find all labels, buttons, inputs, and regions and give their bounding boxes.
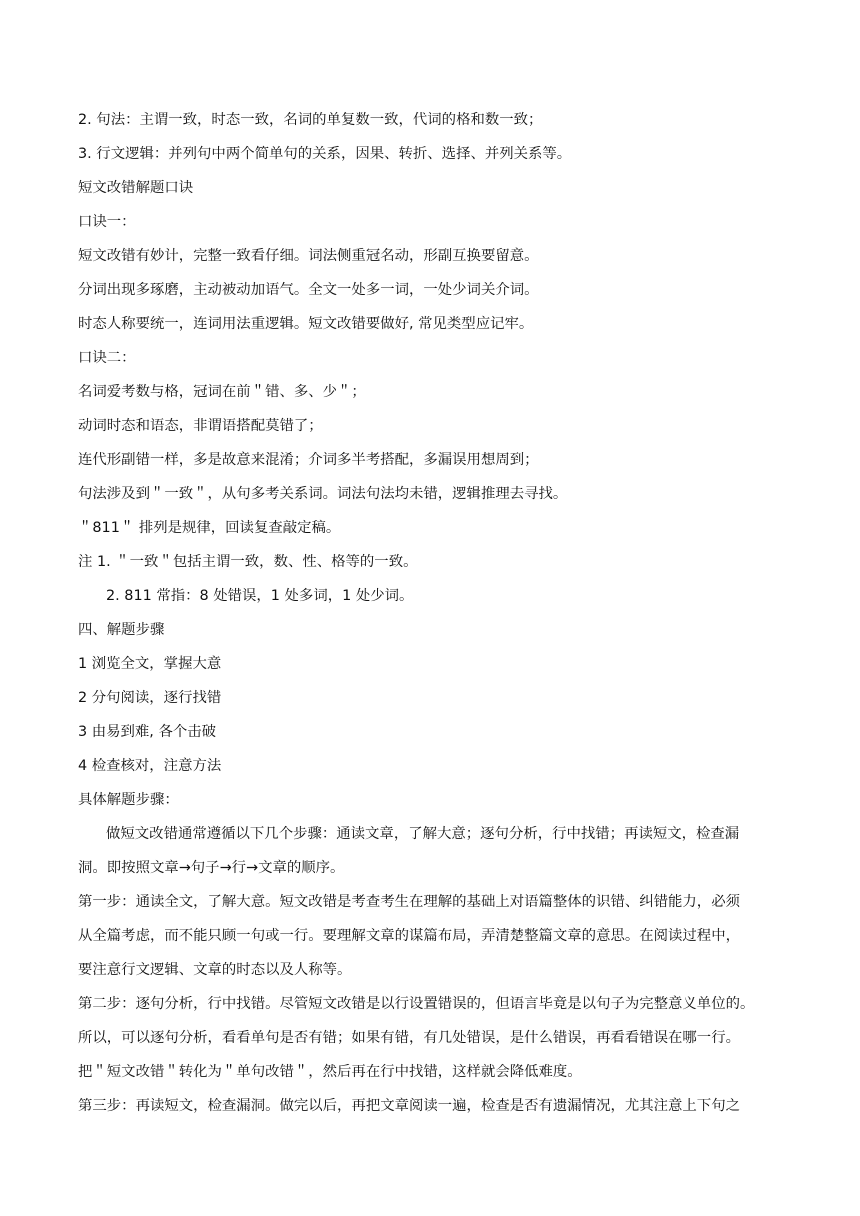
mnemonic-two-line-5: ＂811＂ 排列是规律，回读复查敲定稿。 bbox=[78, 520, 341, 536]
note-line-1: 注 1. ＂一致＂包括主谓一致，数、性、格等的一致。 bbox=[78, 554, 418, 570]
step-item-1: 1 浏览全文，掌握大意 bbox=[78, 656, 222, 672]
step-item-2: 2 分句阅读，逐行找错 bbox=[78, 690, 222, 706]
step-item-3: 3 由易到难, 各个击破 bbox=[78, 724, 217, 740]
mnemonic-two-label: 口诀二： bbox=[78, 350, 136, 366]
mnemonic-one-label: 口诀一： bbox=[78, 214, 136, 230]
step-two-line-1: 第二步：逐句分析，行中找错。尽管短文改错是以行设置错误的，但语言毕竟是以句子为完整意义单位的。 bbox=[78, 996, 755, 1012]
section-heading-steps: 四、解题步骤 bbox=[78, 622, 165, 638]
step-one-line-2: 从全篇考虑，而不能只顾一句或一行。要理解文章的谋篇布局，弄清楚整篇文章的意思。在阅读过程中， bbox=[78, 928, 740, 944]
mnemonic-two-line-3: 连代形副错一样，多是故意来混淆；介词多半考搭配，多漏误用想周到； bbox=[78, 452, 539, 468]
document-body bbox=[78, 106, 788, 1126]
mnemonic-two-line-2: 动词时态和语态，非谓语搭配莫错了； bbox=[78, 418, 323, 434]
step-item-4: 4 检查核对，注意方法 bbox=[78, 758, 222, 774]
section-heading-mnemonic: 短文改错解题口诀 bbox=[78, 180, 194, 196]
step-one-line-3: 要注意行文逻辑、文章的时态以及人称等。 bbox=[78, 962, 352, 978]
mnemonic-one-line-3: 时态人称要统一，连词用法重逻辑。短文改错要做好, 常见类型应记牢。 bbox=[78, 316, 534, 332]
note-line-2: 2. 811 常指：8 处错误，1 处多词，1 处少词。 bbox=[106, 588, 414, 604]
steps-intro-line-1: 做短文改错通常遵循以下几个步骤：通读文章，了解大意；逐句分析，行中找错；再读短文，检查漏 bbox=[106, 826, 740, 842]
syntax-point: 2. 句法：主谓一致，时态一致，名词的单复数一致，代词的格和数一致； bbox=[78, 112, 543, 128]
detailed-steps-heading: 具体解题步骤： bbox=[78, 792, 179, 808]
step-two-line-3: 把＂短文改错＂转化为＂单句改错＂，然后再在行中找错，这样就会降低难度。 bbox=[78, 1064, 582, 1080]
logic-point: 3. 行文逻辑：并列句中两个简单句的关系，因果、转折、选择、并列关系等。 bbox=[78, 146, 572, 162]
mnemonic-one-line-2: 分词出现多琢磨，主动被动加语气。全文一处多一词，一处少词关介词。 bbox=[78, 282, 539, 298]
mnemonic-two-line-1: 名词爱考数与格，冠词在前＂错、多、少＂； bbox=[78, 384, 366, 400]
step-three-line-1: 第三步：再读短文，检查漏洞。做完以后，再把文章阅读一遍，检查是否有遗漏情况，尤其注意上下句之 bbox=[78, 1098, 740, 1114]
mnemonic-one-line-1: 短文改错有妙计，完整一致看仔细。词法侧重冠名动，形副互换要留意。 bbox=[78, 248, 539, 264]
step-one-line-1: 第一步：通读全文，了解大意。短文改错是考查考生在理解的基础上对语篇整体的识错、纠错能力，必须 bbox=[78, 894, 740, 910]
step-two-line-2: 所以，可以逐句分析，看看单句是否有错；如果有错，有几处错误，是什么错误，再看看错误在哪一行。 bbox=[78, 1030, 740, 1046]
steps-intro-line-2: 洞。即按照文章→句子→行→文章的顺序。 bbox=[78, 860, 345, 876]
mnemonic-two-line-4: 句法涉及到＂一致＂，从句多考关系词。词法句法均未错，逻辑推理去寻找。 bbox=[78, 486, 568, 502]
